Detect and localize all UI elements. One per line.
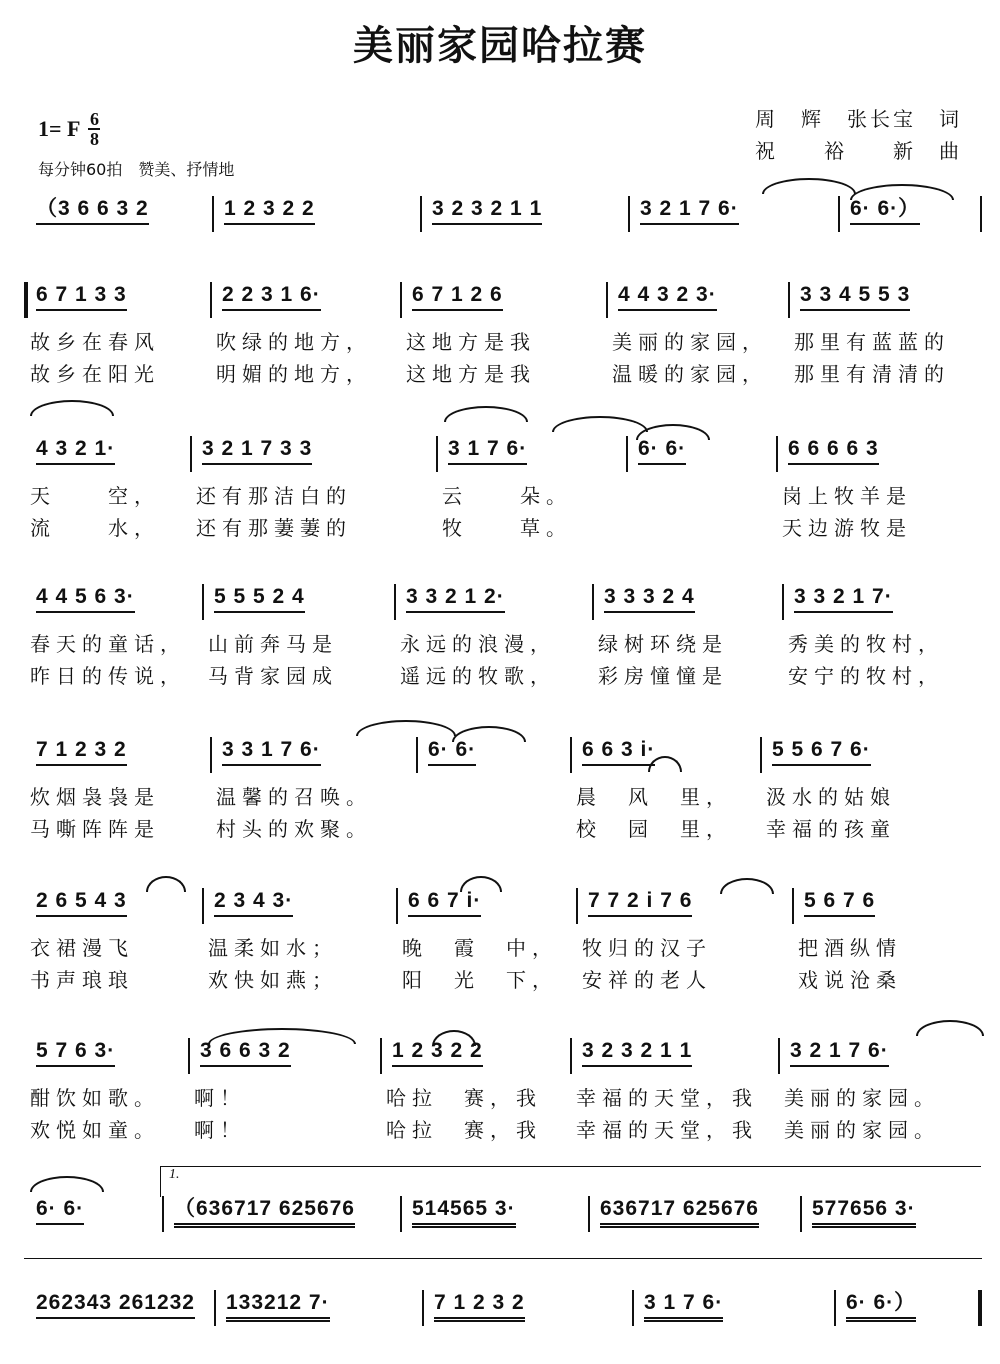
score-system [24,1038,982,1142]
measure [422,1290,632,1330]
measure [188,1038,380,1078]
time-numerator: 6 [89,109,99,129]
measure [396,888,576,928]
repeat-end-bar [978,1290,982,1326]
lyricist-credit: 周 辉 张长宝 词 [755,107,962,131]
lyric-line-1: 衣裙漫飞 [30,936,134,960]
measure-notes: 3 3 2 1 2· [406,584,505,613]
measure [400,1196,588,1236]
lyric-line-2: 天边游牧是 [782,516,912,540]
measure [24,1196,162,1236]
measure [760,737,982,777]
score-system [24,436,982,540]
measure [416,737,570,777]
measure-notes: 6· 6·） [850,196,920,225]
lyric-line-2: 幸福的孩童 [766,817,896,841]
lyric-line-2: 温暖的家园， [612,362,768,386]
lyric-line-1: 把酒纵情 [798,936,902,960]
measure-notes: 262343 261232 [36,1290,195,1319]
tie-slur [916,1020,984,1036]
measure-notes: 1 2 3 2 2 [224,196,315,225]
lyric-line-2: 安宁的牧村， [788,664,944,688]
first-ending-bracket [160,1166,981,1197]
repeat-start-bar [24,282,28,318]
measure [576,888,792,928]
measure-notes: 1 2 3 2 2 [392,1038,483,1067]
measure-notes: 6 6 3 i· [582,737,655,766]
measure [400,282,606,322]
measure [394,584,592,624]
lyric-line-2: 马嘶阵阵是 [30,817,160,841]
lyric-line-2: 啊！ [194,1118,246,1142]
measure [24,888,202,928]
measure [628,196,838,236]
lyric-line-2: 马背家园成 [208,664,338,688]
measure [838,196,982,236]
measure-notes: 6 7 1 3 3 [36,282,127,311]
measure [202,584,394,624]
measure-notes: 6 7 1 2 6 [412,282,503,311]
lyric-line-1: 绿树环绕是 [598,632,728,656]
score-system [24,584,982,688]
lyric-line-2: 校 园 里， [576,817,732,841]
measure-notes: 6· 6· [36,1196,84,1225]
lyric-line-1: 那里有蓝蓝的 [794,330,950,354]
measure-notes: 133212 7· [226,1290,330,1322]
lyric-line-2: 欢快如燕； [208,968,338,992]
measure-notes: 3 3 2 1 7· [794,584,893,613]
measure [606,282,788,322]
lyric-line-1: 啊！ [194,1086,246,1110]
measure [588,1196,800,1236]
composer-credit: 祝 裕 新 曲 [755,139,962,163]
measure-notes: 636717 625676 [600,1196,759,1228]
lyric-line-1: 吹绿的地方， [216,330,372,354]
score-system [24,282,982,386]
lyric-line-2: 牧 草。 [442,516,572,540]
lyric-line-1: 幸福的天堂，我 [576,1086,758,1110]
measure-notes: 3 2 3 2 1 1 [432,196,542,225]
measure [24,584,202,624]
measure-notes: 3 2 1 7 3 3 [202,436,312,465]
measure-notes: （3 6 6 3 2 [36,196,149,225]
lyric-line-1: 春天的童话， [30,632,186,656]
measure [212,196,420,236]
measure-notes: 7 1 2 3 2 [36,737,127,766]
lyric-line-1: 哈拉 赛，我 [386,1086,542,1110]
tie-slur [850,184,954,200]
measure [626,436,776,476]
tie-slur [146,876,186,892]
tie-slur [552,416,648,432]
measure-notes: （636717 625676 [174,1196,355,1228]
score-system [24,1196,982,1236]
lyric-line-2: 戏说沧桑 [798,968,902,992]
lyric-line-2: 那里有清清的 [794,362,950,386]
measure [570,1038,778,1078]
lyric-line-2: 村头的欢聚。 [216,817,372,841]
lyric-line-1: 温馨的召唤。 [216,785,372,809]
measure-notes: 7 1 2 3 2 [434,1290,525,1322]
lyric-line-1: 温柔如水； [208,936,338,960]
tie-slur [356,720,456,736]
lyric-line-2: 明媚的地方， [216,362,372,386]
measure [24,1290,214,1330]
measure-notes: 7 7 2 i 7 6 [588,888,692,917]
measure-notes: 4 3 2 1· [36,436,115,465]
score-system [24,737,982,841]
lyric-line-1: 酣饮如歌。 [30,1086,160,1110]
measure-notes: 3 3 3 2 4 [604,584,695,613]
tie-slur [444,406,528,422]
measure-notes: 577656 3· [812,1196,916,1228]
measure-notes: 6 6 6 6 3 [788,436,879,465]
bar-line [980,196,982,232]
lyric-line-2: 彩房憧憧是 [598,664,728,688]
measure [162,1196,400,1236]
measure [24,282,210,322]
lyric-line-1: 岗上牧羊是 [782,484,912,508]
measure-notes: 5 7 6 3· [36,1038,115,1067]
measure [776,436,982,476]
measure-notes: 3 1 7 6· [448,436,527,465]
measure [420,196,628,236]
measure [190,436,436,476]
measure [592,584,782,624]
measure-notes: 6· 6·） [846,1290,916,1322]
measure-notes: 5 5 6 7 6· [772,737,871,766]
lyric-line-1: 山前奔马是 [208,632,338,656]
score-system [24,196,982,236]
tie-slur [432,1030,476,1046]
measure-notes: 2 2 3 1 6· [222,282,321,311]
measure [436,436,626,476]
lyric-line-2: 昨日的传说， [30,664,186,688]
tie-slur [30,1176,104,1192]
tie-slur [460,876,502,892]
lyric-line-1: 还有那洁白的 [196,484,352,508]
measure [788,282,982,322]
measure [24,737,210,777]
lyric-line-1: 牧归的汉子 [582,936,712,960]
measure-notes: 6· 6· [428,737,476,766]
measure [24,436,190,476]
lyric-line-2: 幸福的天堂，我 [576,1118,758,1142]
score-system [24,888,982,992]
lyric-line-1: 这地方是我 [406,330,536,354]
measure [792,888,982,928]
first-ending-label: 1. [169,1167,180,1182]
measure-notes: 6· 6· [638,436,686,465]
time-signature [88,110,100,148]
key-signature [38,110,100,148]
measure-notes: 6 6 7 i· [408,888,481,917]
measure-notes: 2 3 4 3· [214,888,293,917]
tempo-marking: 每分钟60拍 赞美、抒情地 [38,160,235,179]
measure-notes: 3 6 6 3 2 [200,1038,291,1067]
lyric-line-2: 遥远的牧歌， [400,664,556,688]
lyric-line-1: 云 朵。 [442,484,572,508]
lyric-line-1: 天 空， [30,484,160,508]
measure-notes: 3 1 7 6· [644,1290,723,1322]
tie-slur [452,726,526,742]
time-denominator: 8 [89,129,99,149]
lyric-line-1: 秀美的牧村， [788,632,944,656]
measure-notes: 3 2 1 7 6· [790,1038,889,1067]
measure [782,584,982,624]
credits [755,103,962,167]
lyric-line-2: 欢悦如童。 [30,1118,160,1142]
measure [214,1290,422,1330]
tie-slur [636,424,710,440]
tie-slur [208,1028,356,1044]
lyric-line-1: 炊烟袅袅是 [30,785,160,809]
measure-notes: 5 6 7 6 [804,888,875,917]
lyric-line-2: 美丽的家园。 [784,1118,940,1142]
lyric-line-2: 安祥的老人 [582,968,712,992]
measure [210,282,400,322]
lyric-line-1: 永远的浪漫， [400,632,556,656]
measure-notes: 514565 3· [412,1196,516,1228]
measure-notes: 4 4 3 2 3· [618,282,717,311]
measure-notes: 3 3 1 7 6· [222,737,321,766]
measure [202,888,396,928]
key-label: 1= F [38,116,81,141]
measure-notes: 3 2 1 7 6· [640,196,739,225]
lyric-line-1: 美丽的家园， [612,330,768,354]
tie-slur [720,878,774,894]
lyric-line-1: 晚 霞 中， [402,936,558,960]
lyric-line-1: 美丽的家园。 [784,1086,940,1110]
measure-notes: 5 5 5 2 4 [214,584,305,613]
lyric-line-1: 故乡在春风 [30,330,160,354]
measure-notes: 2 6 5 4 3 [36,888,127,917]
score-system [24,1290,982,1330]
lyric-line-1: 汲水的姑娘 [766,785,896,809]
lyric-line-2: 这地方是我 [406,362,536,386]
measure [24,196,212,236]
lyric-line-2: 流 水， [30,516,160,540]
song-title: 美丽家园哈拉赛 [353,22,647,69]
measure [778,1038,982,1078]
measure-notes: 3 3 4 5 5 3 [800,282,910,311]
tie-slur [762,178,856,194]
measure [632,1290,834,1330]
lyric-line-2: 阳 光 下， [402,968,558,992]
measure [210,737,416,777]
lyric-line-2: 故乡在阳光 [30,362,160,386]
measure [24,1038,188,1078]
tie-slur [30,400,114,416]
measure-notes: 3 2 3 2 1 1 [582,1038,692,1067]
measure [834,1290,982,1330]
lyric-line-1: 晨 风 里， [576,785,732,809]
lyric-line-2: 还有那萋萋的 [196,516,352,540]
measure-notes: 4 4 5 6 3· [36,584,135,613]
section-rule [24,1258,982,1259]
lyric-line-2: 哈拉 赛，我 [386,1118,542,1142]
lyric-line-2: 书声琅琅 [30,968,134,992]
measure [800,1196,982,1236]
